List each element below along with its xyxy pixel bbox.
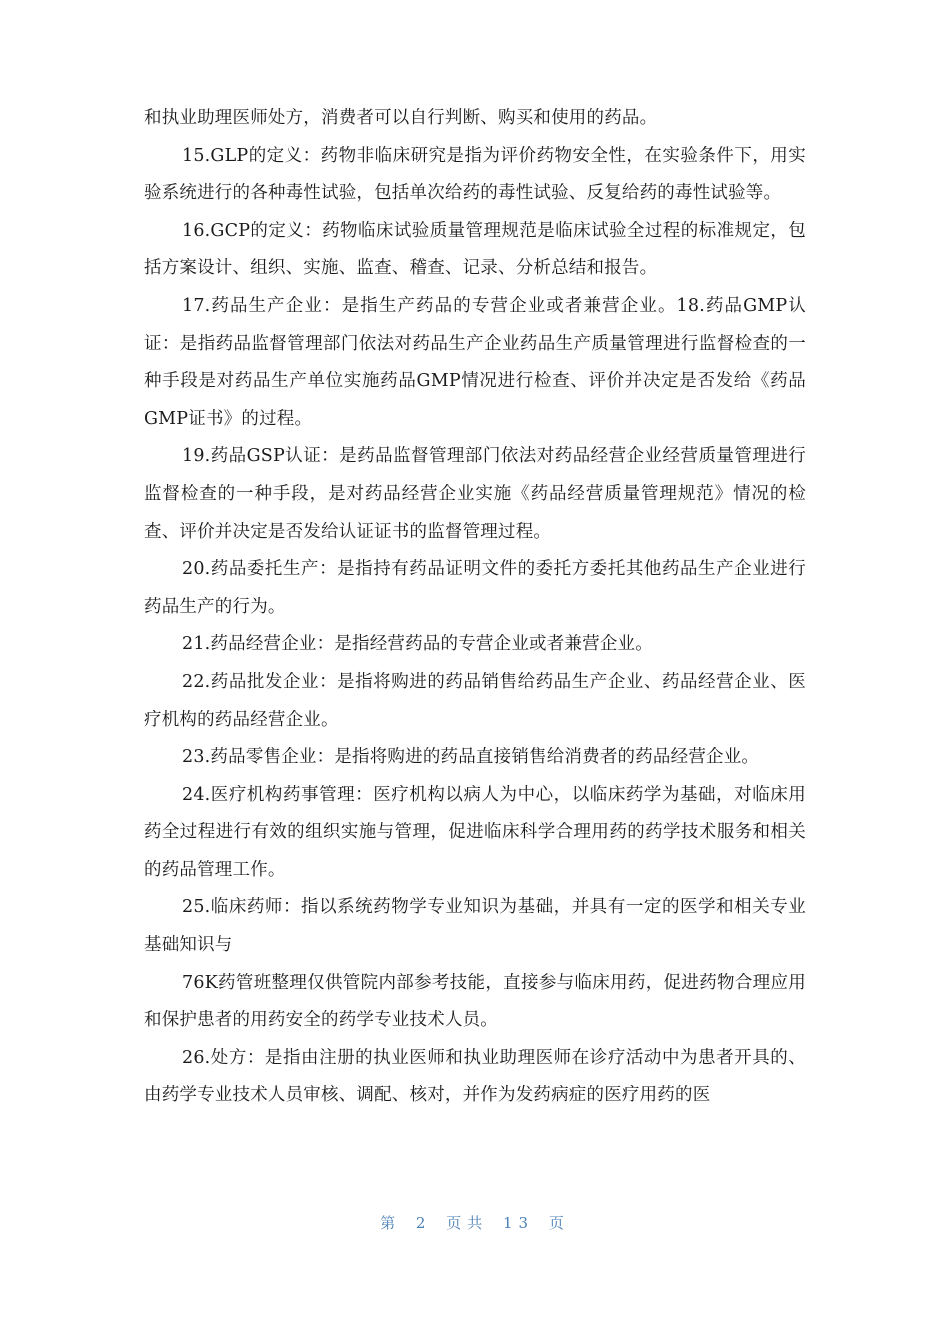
footer-suffix: 页 xyxy=(548,1214,570,1232)
paragraph-24-pharmacy-management: 24.医疗机构药事管理：医疗机构以病人为中心，以临床药学为基础，对临床用药全过程进行有效的组织实施与管理，促进临床科学合理用药的药学技术服务和相关的药品管理工作。 xyxy=(144,784,806,880)
footer-middle: 页共 xyxy=(446,1214,489,1232)
document-body xyxy=(144,100,806,1115)
paragraph-25-clinical-pharmacist: 25.临床药师：指以系统药物学专业知识为基础，并具有一定的医学和相关专业基础知识与 xyxy=(144,897,806,956)
paragraph-16-gcp: 16.GCP的定义：药物临床试验质量管理规范是临床试验全过程的标准规定，包括方案设计、组织、实施、监查、稽查、记录、分析总结和报告。 xyxy=(144,220,806,279)
footer-total-pages: 13 xyxy=(503,1214,535,1232)
footer-page-number: 2 xyxy=(415,1214,432,1232)
paragraph-22-wholesale-enterprise: 22.药品批发企业：是指将购进的药品销售给药品生产企业、药品经营企业、医疗机构的药品经营企业。 xyxy=(144,671,806,730)
paragraph-15-glp: 15.GLP的定义：药物非临床研究是指为评价药物安全性，在实验条件下，用实验系统进行的各种毒性试验，包括单次给药的毒性试验、反复给药的毒性试验等。 xyxy=(144,145,806,204)
paragraph-23-retail-enterprise: 23.药品零售企业：是指将购进的药品直接销售给消费者的药品经营企业。 xyxy=(182,747,760,768)
paragraph-20-contract-production: 20.药品委托生产：是指持有药品证明文件的委托方委托其他药品生产企业进行药品生产的行为。 xyxy=(144,559,806,617)
page-footer xyxy=(0,1212,950,1233)
paragraph-25-continued: 76K药管班整理仅供管院内部参考技能，直接参与临床用药，促进药物合理应用和保护患者的用药安全的药学专业技术人员。 xyxy=(144,972,806,1031)
paragraph-19-gsp: 19.药品GSP认证：是药品监督管理部门依法对药品经营企业经营质量管理进行监督检查的一种手段，是对药品经营企业实施《药品经营质量管理规范》情况的检查、评价并决定是否发给认证证书的监督管理过程。 xyxy=(144,446,806,542)
paragraph-26-prescription: 26.处方：是指由注册的执业医师和执业助理医师在诊疗活动中为患者开具的、由药学专业技术人员审核、调配、核对，并作为发药病症的医疗用药的医 xyxy=(144,1047,806,1106)
footer-prefix: 第 xyxy=(380,1214,402,1232)
paragraph-continuation: 和执业助理医师处方，消费者可以自行判断、购买和使用的药品。 xyxy=(144,108,658,128)
paragraph-17-18-gmp: 17.药品生产企业：是指生产药品的专营企业或者兼营企业。18.药品GMP认证：是指药品监督管理部门依法对药品生产企业药品生产质量管理进行监督检查的一种手段是对药品生产单位实施药品GMP情况进行检查、评价并决定是否发给《药品GMP证书》的过程。 xyxy=(144,295,806,429)
paragraph-21-distribution-enterprise: 21.药品经营企业：是指经营药品的专营企业或者兼营企业。 xyxy=(182,634,653,655)
